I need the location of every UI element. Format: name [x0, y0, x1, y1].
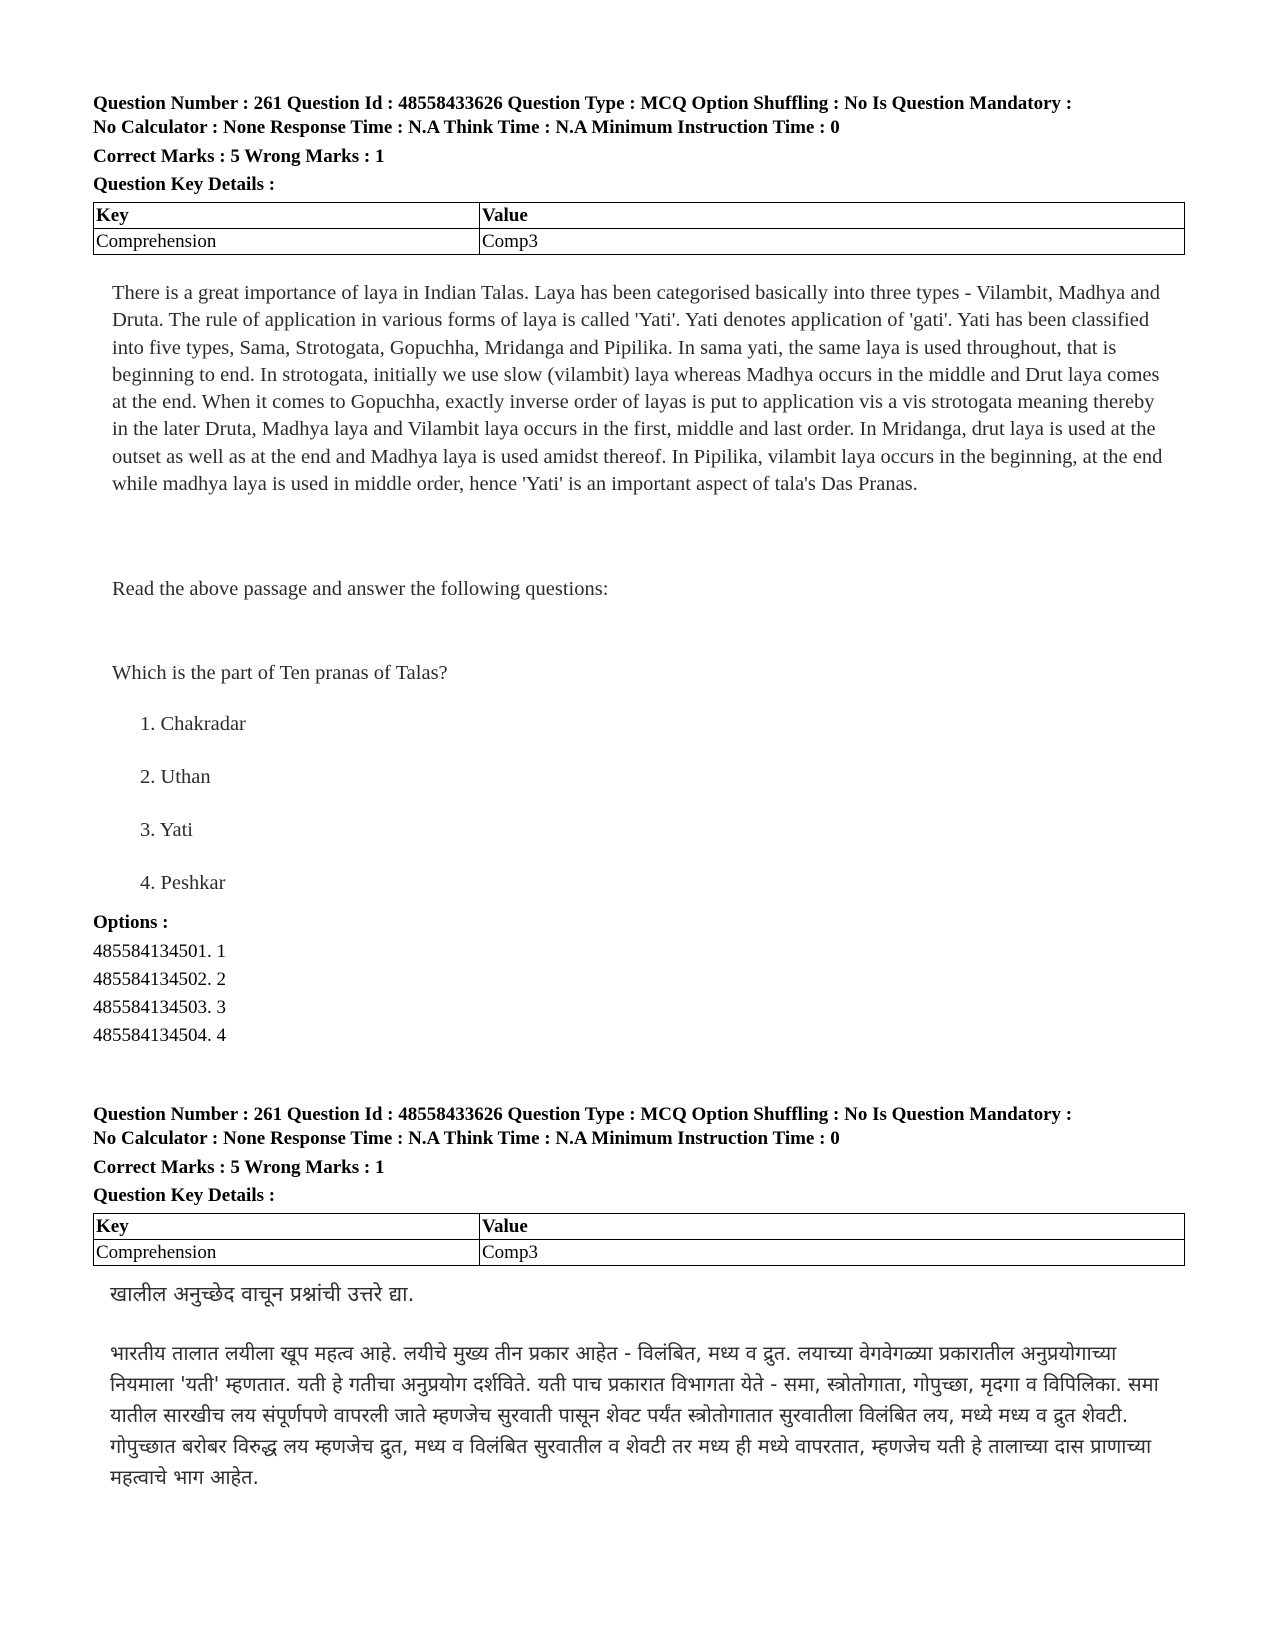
key-details-table [93, 1213, 1185, 1266]
options-label: Options : [93, 912, 169, 933]
instruction-english: Read the above passage and answer the following questions: [112, 578, 609, 600]
answer-choices [140, 712, 1200, 924]
key-details-label: Question Key Details : [93, 174, 276, 195]
question-header-line-1: Question Number : 261 Question Id : 48558433626 Question Type : MCQ Option Shuffling : No Is Question Mandatory : [93, 93, 1073, 114]
list-item: 485584134504. 4 [93, 1025, 226, 1046]
table-row [94, 1240, 1185, 1266]
marks-line: Correct Marks : 5 Wrong Marks : 1 [93, 1157, 385, 1178]
list-item: 3. Yati [140, 819, 193, 841]
table-cell-value: Comp3 [480, 1240, 1185, 1266]
table-cell-key: Comprehension [94, 1240, 480, 1266]
table-cell-key: Comprehension [94, 229, 480, 255]
list-item: 1. Chakradar [140, 713, 246, 735]
question-header-line-2: No Calculator : None Response Time : N.A Think Time : N.A Minimum Instruction Time : 0 [93, 117, 840, 138]
question-header-line-1: Question Number : 261 Question Id : 48558433626 Question Type : MCQ Option Shuffling : No Is Question Mandatory : [93, 1104, 1073, 1125]
table-header-value: Value [480, 203, 1185, 229]
passage-english: There is a great importance of laya in Indian Talas. Laya has been categorised basically into three types - Vilambit, Madhya and Druta. The rule of application in various forms of laya is called 'Yati'. Yati denotes application of 'gati'. Yati has been classified into five types, Sama, Strotogata, Gopuchha, Mridanga and Pipilika. In sama yati, the same laya is used throughout, that is beginning to end. In strotogata, initially we use slow (vilambit) laya whereas Madhya occurs in the middle and Drut laya comes at the end. When it comes to Gopuchha, exactly inverse order of layas is put to application vis a vis strotogata meaning thereby in the later Druta, Madhya laya and Vilambit laya occurs in the first, middle and last order. In Mridanga, drut laya is used at the outset as well as at the end and Madhya laya is used amidst thereof. In Pipilika, vilambit laya occurs in the beginning, at the end while madhya laya is used in middle order, hence 'Yati' is an important aspect of tala's Das Pranas. [112, 282, 1163, 496]
table-header-key: Key [94, 1214, 480, 1240]
passage-marathi: भारतीय तालात लयीला खूप महत्व आहे. लयीचे मुख्य तीन प्रकार आहेत - विलंबित, मध्य व द्रुत. लयाच्या वेगवेगळ्या प्रकारातील अनुप्रयोगाच्या नियमाला 'यती' म्हणतात. यती हे गतीचा अनुप्रयोग दर्शविते. यती पाच प्रकारात विभागता येते - समा, स्त्रोतोगाता, गोपुच्छा, मृदगा व विपिलिका. समा यातील सारखीच लय संपूर्णपणे वापरली जाते म्हणजेच सुरवाती पासून शेवट पर्यंत स्त्रोतोगातात सुरवातीला विलंबित लय, मध्ये मध्य व द्रुत शेवटी. गोपुच्छात बरोबर विरुद्ध लय म्हणजेच द्रुत, मध्य व विलंबित सुरवातील व शेवटी तर मध्य ही मध्ये वापरतात, म्हणजेच यती हे तालाच्या दास प्राणाच्या महत्वाचे भाग आहेत. [110, 1341, 1159, 1489]
question-metadata-block-1 [93, 92, 1183, 255]
table-header-value: Value [480, 1214, 1185, 1240]
list-item: 4. Peshkar [140, 872, 226, 894]
table-header-row [94, 203, 1185, 229]
list-item: 485584134501. 1 [93, 941, 226, 962]
question-metadata-block-2 [93, 1103, 1183, 1266]
key-details-label: Question Key Details : [93, 1185, 276, 1206]
list-item: 485584134503. 3 [93, 997, 226, 1018]
instruction-marathi: खालील अनुच्छेद वाचून प्रश्नांची उत्तरे द्या. [110, 1282, 415, 1306]
table-header-row [94, 1214, 1185, 1240]
list-item: 485584134502. 2 [93, 969, 226, 990]
question-text: Which is the part of Ten pranas of Talas? [112, 662, 448, 684]
table-header-key: Key [94, 203, 480, 229]
list-item: 2. Uthan [140, 766, 211, 788]
marks-line: Correct Marks : 5 Wrong Marks : 1 [93, 146, 385, 167]
options-list [93, 940, 226, 1052]
table-cell-value: Comp3 [480, 229, 1185, 255]
question-header-line-2: No Calculator : None Response Time : N.A Think Time : N.A Minimum Instruction Time : 0 [93, 1128, 840, 1149]
table-row [94, 229, 1185, 255]
key-details-table [93, 202, 1185, 255]
